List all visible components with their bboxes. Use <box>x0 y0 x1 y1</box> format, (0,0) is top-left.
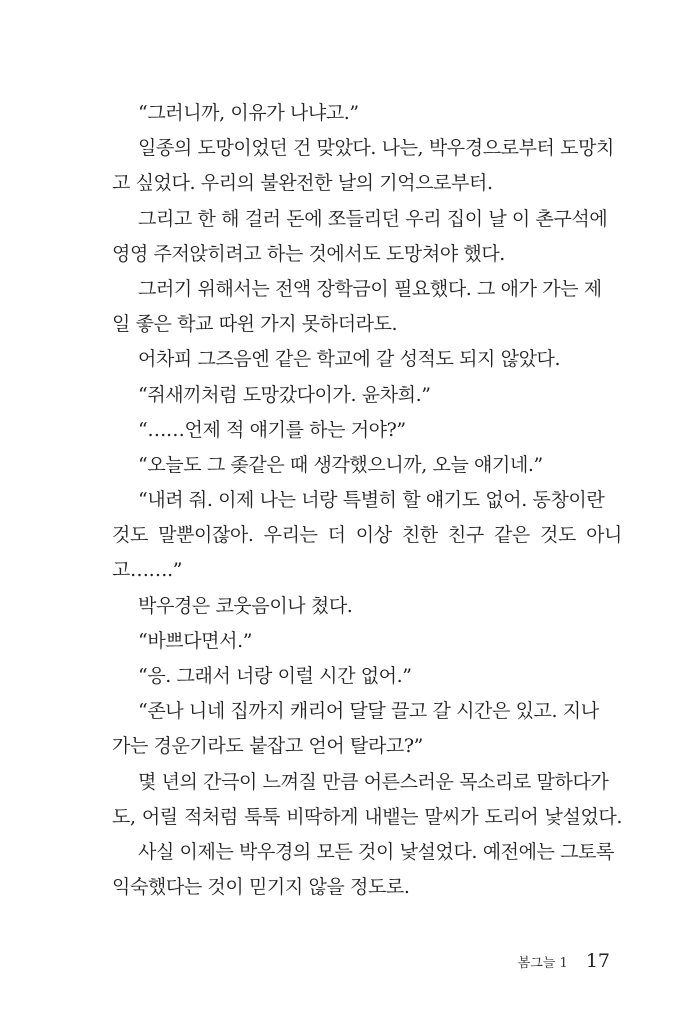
text-line: “……언제 적 얘기를 하는 거야?” <box>138 418 406 441</box>
text-line: 그러기 위해서는 전액 장학금이 필요했다. 그 애가 가는 제 <box>138 277 602 300</box>
page-body <box>112 96 622 905</box>
running-title: 봄그늘 1 <box>517 956 568 971</box>
page-number: 17 <box>585 950 610 972</box>
text-line: “내려 줘. 이제 나는 너랑 특별히 할 얘기도 없어. 동창이란 <box>138 489 605 512</box>
text-line: 도, 어릴 적처럼 툭툭 비딱하게 내뱉는 말씨가 도리어 낯설었다. <box>112 805 622 828</box>
text-line: 영영 주저앉히려고 하는 것에서도 도망쳐야 했다. <box>112 242 505 265</box>
text-line: “존나 니네 집까지 캐리어 달달 끌고 갈 시간은 있고. 지나 <box>138 700 599 723</box>
text-line: “그러니까, 이유가 나냐고.” <box>138 102 359 124</box>
text-line: 그리고 한 해 걸러 돈에 쪼들리던 우리 집이 날 이 촌구석에 <box>138 207 608 230</box>
page-footer <box>518 950 610 972</box>
text-line: “응. 그래서 너랑 이럴 시간 없어.” <box>138 665 412 687</box>
text-line: “바쁘다면서.” <box>138 629 253 652</box>
text-line: 고…….” <box>112 559 183 582</box>
text-line: 익숙했다는 것이 믿기지 않을 정도로. <box>112 876 410 899</box>
text-line: “쥐새끼처럼 도망갔다이가. 윤차희.” <box>138 383 431 406</box>
text-line: 가는 경운기라도 붙잡고 얻어 탈라고?” <box>112 735 423 758</box>
text-line: 사실 이제는 박우경의 모든 것이 낯설었다. 예전에는 그토록 <box>138 840 615 863</box>
text-line: 일 좋은 학교 따윈 가지 못하더라도. <box>112 313 398 336</box>
text-line: 일종의 도망이었던 건 맞았다. 나는, 박우경으로부터 도망치 <box>138 137 615 160</box>
text-line: 몇 년의 간극이 느껴질 만큼 어른스러운 목소리로 말하다가 <box>138 770 609 793</box>
text-line: “오늘도 그 좆같은 때 생각했으니까, 오늘 얘기네.” <box>138 453 543 476</box>
text-line: 것도 말뿐이잖아. 우리는 더 이상 친한 친구 같은 것도 아니 <box>112 524 622 547</box>
text-line: 고 싶었다. 우리의 불완전한 날의 기억으로부터. <box>112 172 493 195</box>
text-line: 박우경은 코웃음이나 쳤다. <box>138 594 353 617</box>
text-line: 어차피 그즈음엔 같은 학교에 갈 성적도 되지 않았다. <box>138 348 561 371</box>
